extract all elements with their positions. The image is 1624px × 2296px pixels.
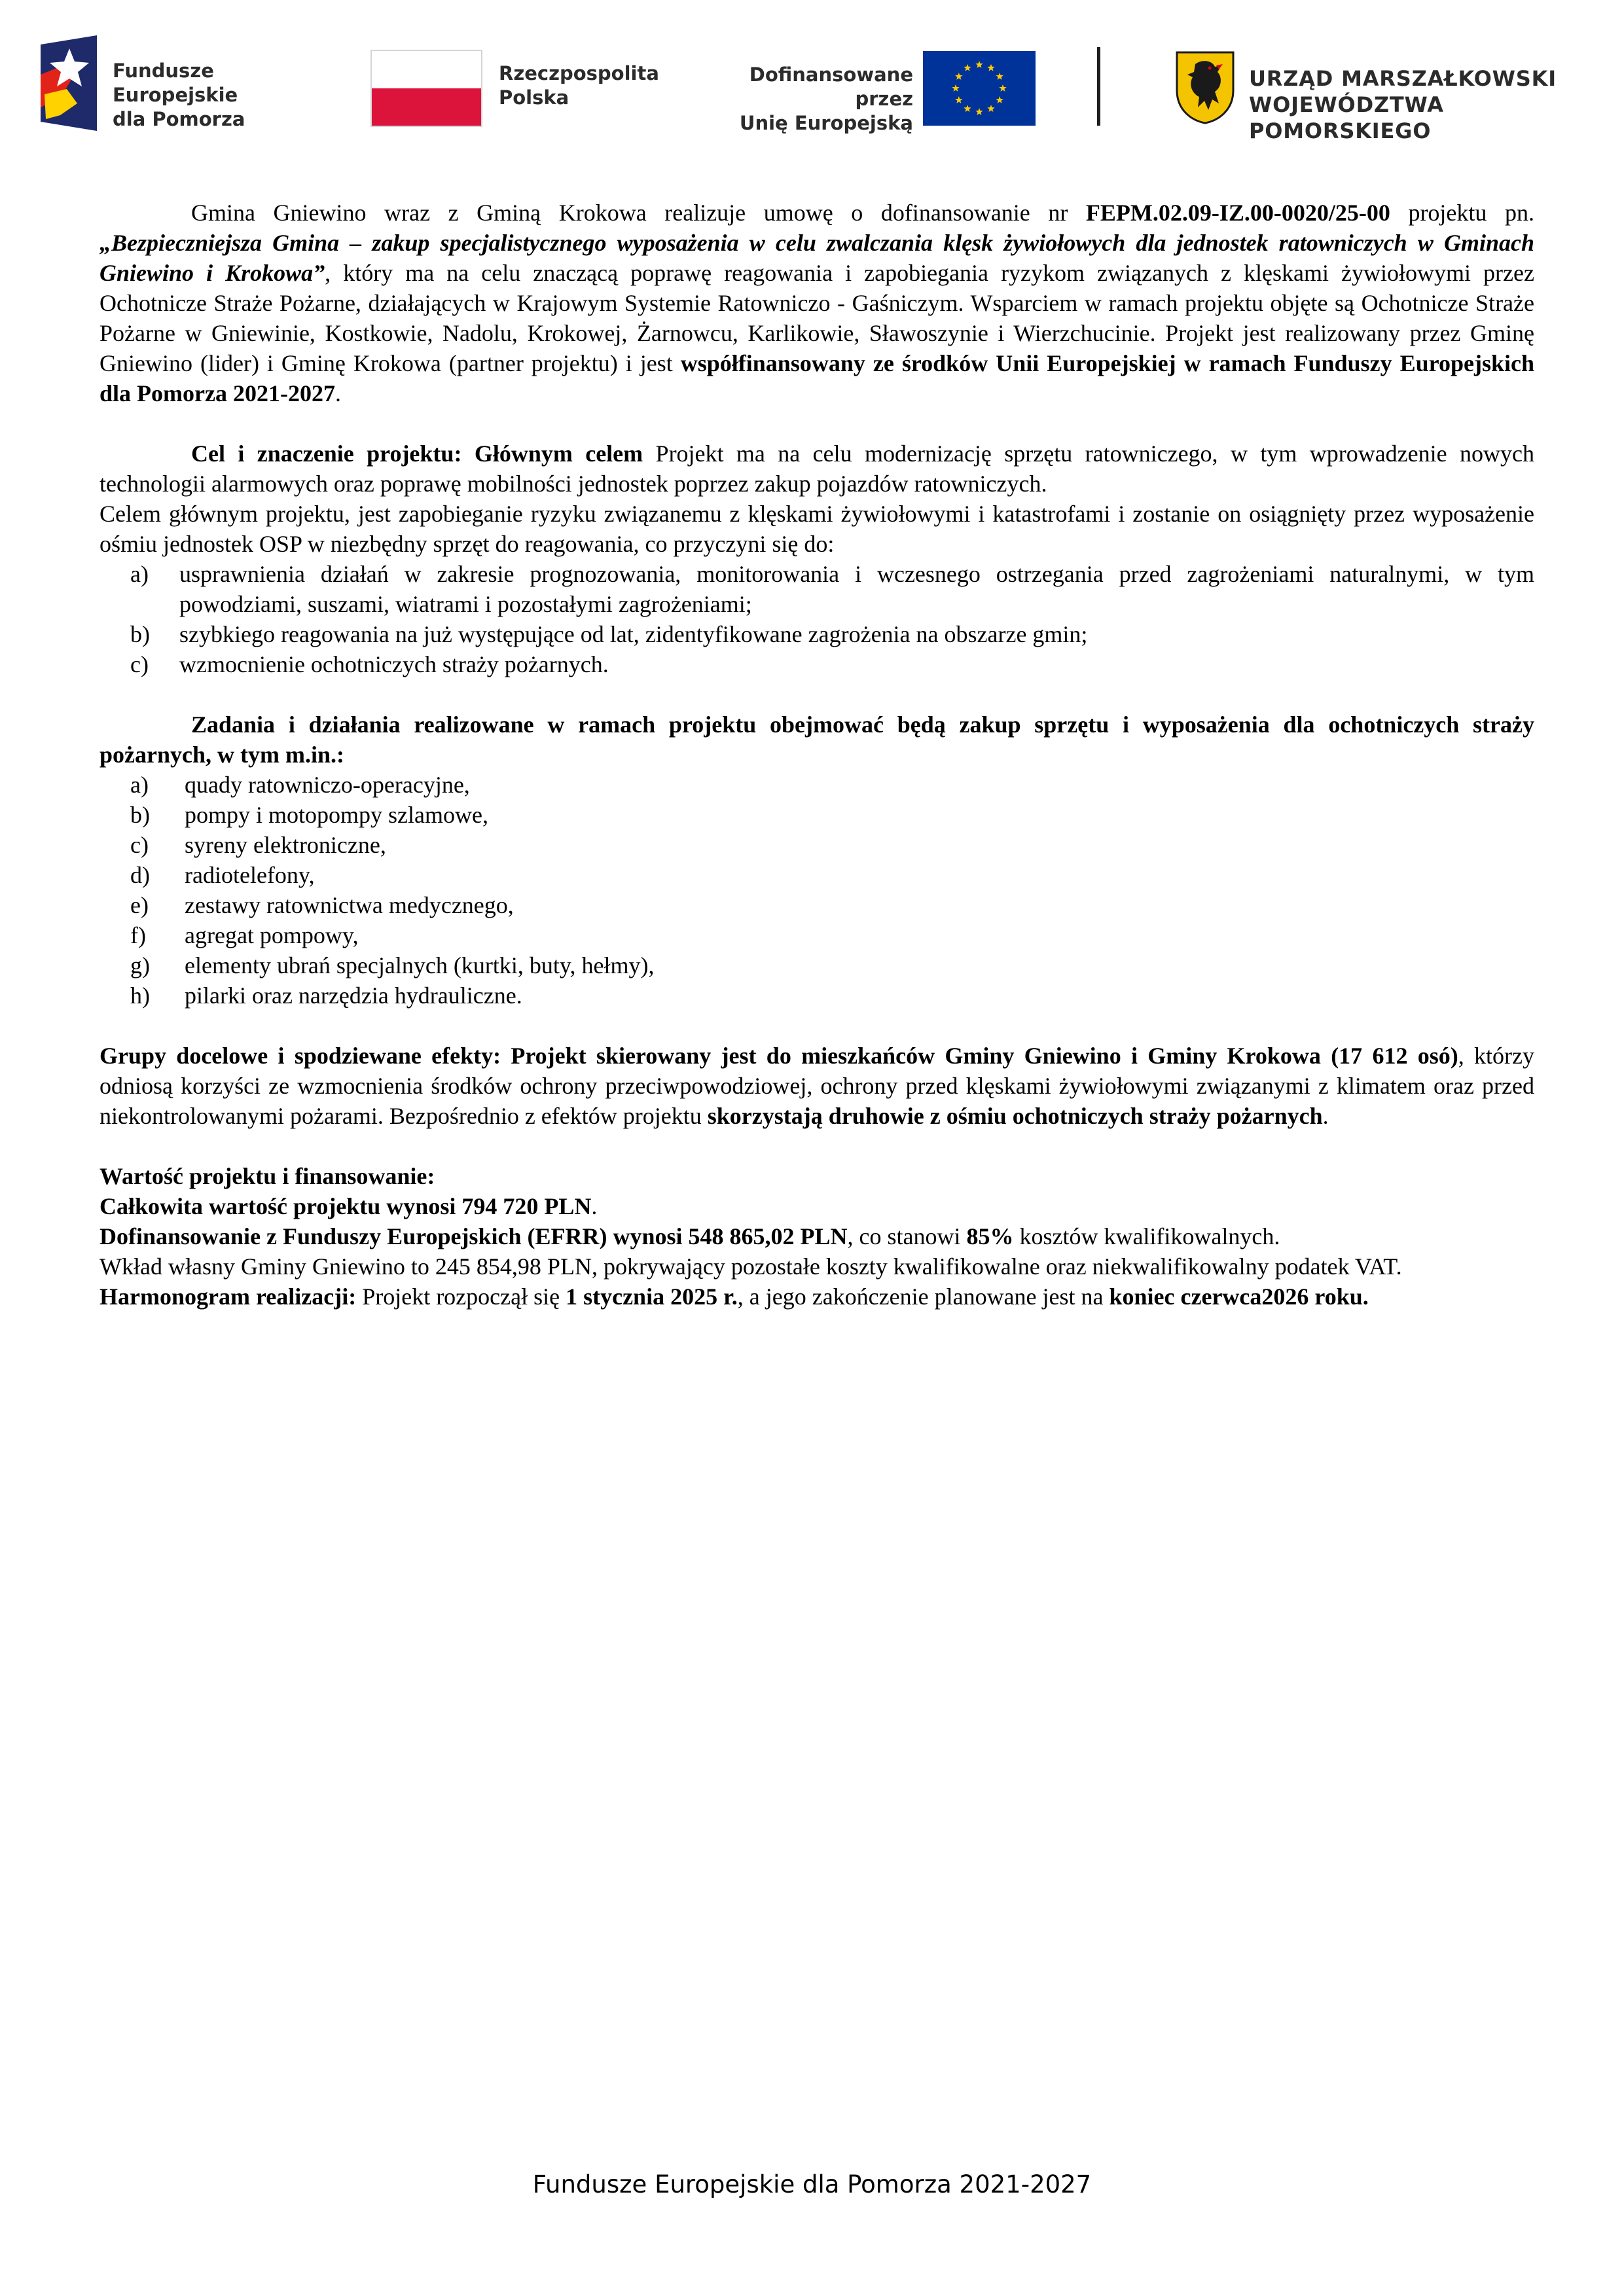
ue-logo-text — [694, 63, 913, 135]
list-item-text: quady ratowniczo-operacyjne, — [185, 772, 470, 798]
goal-text-1: Projekt ma na celu modernizację sprzętu ratowniczego, w tym wprowadzenie nowych technologii alarmowych oraz poprawę mobilności jednostek poprzez zakup pojazdów ratowniczych. — [99, 440, 1534, 497]
list-marker: d) — [130, 862, 150, 888]
fe-logo-line-2: dla Pomorza — [113, 108, 245, 130]
rp-logo-line-2: Polska — [499, 86, 569, 109]
eu-flag-icon — [923, 51, 1036, 126]
target-groups-heading: Grupy docelowe i spodziewane efekty: Projekt skierowany jest do mieszkańców Gminy Gniewino i Gminy Krokowa (17 612 osó) — [99, 1043, 1458, 1069]
list-marker: a) — [130, 561, 149, 587]
list-item-text: pilarki oraz narzędzia hydrauliczne. — [185, 982, 522, 1009]
list-marker: b) — [130, 802, 150, 828]
list-item-text: wzmocnienie ochotniczych straży pożarnych. — [179, 651, 609, 677]
ue-logo-line-2: Unię Europejską — [739, 112, 913, 134]
logo-separator — [1097, 47, 1100, 126]
list-marker: b) — [130, 621, 150, 647]
schedule-text-2: , a jego zakończenie planowane jest na — [737, 1283, 1110, 1310]
finance-heading — [99, 1161, 1534, 1191]
total-value-line — [99, 1191, 1534, 1221]
list-item — [99, 830, 1534, 860]
intro-paragraph — [99, 198, 1534, 408]
list-marker: g) — [130, 952, 150, 978]
schedule-text-1: Projekt rozpoczął się — [356, 1283, 566, 1310]
list-item-text: syreny elektroniczne, — [185, 832, 386, 858]
intro-text-1: Gmina Gniewino wraz z Gminą Krokowa realizuje umowę o dofinansowanie nr — [191, 200, 1086, 226]
list-item-text: usprawnienia działań w zakresie prognozowania, monitorowania i wczesnego ostrzegania przed zagrożeniami naturalnymi, w tym powodziami, suszami, wiatrami i pozostałymi zagrożeniami; — [179, 561, 1534, 617]
um-logo-line-1: URZĄD MARSZAŁKOWSKI — [1249, 66, 1557, 91]
rp-logo-text — [499, 62, 659, 110]
logo-bar — [0, 0, 1624, 157]
list-item-text: pompy i motopompy szlamowe, — [185, 802, 488, 828]
list-item-text: elementy ubrań specjalnych (kurtki, buty, hełmy), — [185, 952, 655, 978]
list-item — [99, 890, 1534, 920]
list-marker: c) — [130, 651, 149, 677]
list-item — [99, 619, 1534, 649]
end-date: koniec czerwca2026 roku. — [1109, 1283, 1369, 1310]
target-groups-end: . — [1322, 1103, 1329, 1129]
project-title: „Bezpieczniejsza Gmina – zakup specjalistycznego wyposażenia w celu zwalczania klęsk żywiołowych dla jednostek ratowniczych w Gminach Gniewino i Krokowa” — [99, 230, 1534, 286]
cofinancing-percent: 85% — [966, 1223, 1014, 1249]
cofinancing-end: kosztów kwalifikowalnych. — [1013, 1223, 1280, 1249]
rp-logo-line-1: Rzeczpospolita — [499, 62, 659, 84]
intro-text-2: projektu pn. — [1390, 200, 1534, 226]
schedule-line — [99, 1282, 1534, 1312]
cofinancing-text: , co stanowi — [847, 1223, 967, 1249]
start-date: 1 stycznia 2025 r. — [566, 1283, 738, 1310]
list-item — [99, 800, 1534, 830]
tasks-heading-text: Zadania i działania realizowane w ramach projektu obejmować będą zakup sprzętu i wyposażenia dla ochotniczych straży pożarnych, w tym m.in.: — [99, 711, 1534, 768]
list-item — [99, 559, 1534, 619]
total-value: Całkowita wartość projektu wynosi 794 720 PLN — [99, 1193, 592, 1219]
list-marker: c) — [130, 832, 149, 858]
target-groups-paragraph — [99, 1041, 1534, 1131]
goal-heading: Cel i znaczenie projektu: Głównym celem — [191, 440, 643, 467]
document-body — [99, 198, 1534, 1312]
list-item-text: zestawy ratownictwa medycznego, — [185, 892, 514, 918]
list-item-text: szybkiego reagowania na już występujące od lat, zidentyfikowane zagrożenia na obszarze gmin; — [179, 621, 1088, 647]
goal-paragraph — [99, 439, 1534, 499]
list-item-text: radiotelefony, — [185, 862, 315, 888]
um-logo-line-2: WOJEWÓDZTWA POMORSKIEGO — [1249, 92, 1444, 143]
ue-logo-line-1: Dofinansowane przez — [749, 63, 913, 110]
agreement-number: FEPM.02.09-IZ.00-0020/25-00 — [1085, 200, 1390, 226]
goal-paragraph-2: Celem głównym projektu, jest zapobieganie ryzyku związanemu z klęskami żywiołowymi i katastrofami i zostanie on osiągnięty przez wyposażenie ośmiu jednostek OSP w niezbędny sprzęt do reagowania, co przyczyni się do: — [99, 501, 1534, 557]
pomeranian-griffin-icon — [1176, 51, 1235, 124]
page-footer: Fundusze Europejskie dla Pomorza 2021-2027 — [532, 2170, 1092, 2198]
fe-logo-text — [113, 59, 302, 132]
beneficiaries-text: skorzystają druhowie z ośmiu ochotniczych straży pożarnych — [707, 1103, 1323, 1129]
own-contribution-line: Wkład własny Gminy Gniewino to 245 854,98 PLN, pokrywający pozostałe koszty kwalifikowalne oraz niekwalifikowalny podatek VAT. — [99, 1253, 1402, 1280]
list-marker: f) — [130, 922, 146, 948]
schedule-heading: Harmonogram realizacji: — [99, 1283, 357, 1310]
list-marker: h) — [130, 982, 150, 1009]
list-item — [99, 860, 1534, 890]
list-marker: e) — [130, 892, 149, 918]
goal-list — [99, 559, 1534, 679]
polish-flag — [370, 50, 482, 127]
tasks-heading — [99, 709, 1534, 770]
list-item — [99, 770, 1534, 800]
list-marker: a) — [130, 772, 149, 798]
um-logo-text — [1249, 65, 1557, 144]
list-item — [99, 980, 1534, 1011]
cofinancing-statement: współfinansowany ze środków Unii Europejskiej w ramach Funduszy Europejskich dla Pomorza 2021-2027 — [99, 350, 1534, 406]
list-item — [99, 950, 1534, 980]
total-value-end: . — [591, 1193, 598, 1219]
intro-text-3: , który ma na celu znaczącą poprawę reagowania i zapobiegania ryzykom związanych z klęskami żywiołowymi przez Ochotnicze Straże Pożarne, działających w Krajowym Systemie Ratowniczo - Gaśniczym. Wsparciem w ramach projektu objęte są Ochotnicze Straże Pożarne w Gniewinie, Kostkowie, Nadolu, Krokowej, Żarnowcu, Karlikowie, Sławoszynie i Wierzchucinie. Projekt jest realizowany przez Gminę Gniewino (lider) i Gminę Krokowa (partner projektu) i jest — [99, 260, 1534, 376]
intro-text-4: . — [334, 380, 341, 406]
target-groups-text: , którzy odniosą korzyści ze wzmocnienia środków ochrony przeciwpowodziowej, ochrony przed klęskami żywiołowymi związanymi z klimatem oraz przed niekontrolowanymi pożarami. Bezpośrednio z efektów projektu — [99, 1043, 1535, 1129]
cofinancing-amount: Dofinansowanie z Funduszy Europejskich (EFRR) wynosi 548 865,02 PLN — [99, 1223, 848, 1249]
list-item — [99, 649, 1534, 679]
cofinancing-line — [99, 1221, 1534, 1251]
finance-heading-text: Wartość projektu i finansowanie: — [99, 1163, 435, 1189]
list-item-text: agregat pompowy, — [185, 922, 359, 948]
fe-logo-line-1: Fundusze Europejskie — [113, 60, 238, 106]
tasks-list — [99, 770, 1534, 1011]
list-item — [99, 920, 1534, 950]
fe-star-icon — [41, 35, 97, 131]
